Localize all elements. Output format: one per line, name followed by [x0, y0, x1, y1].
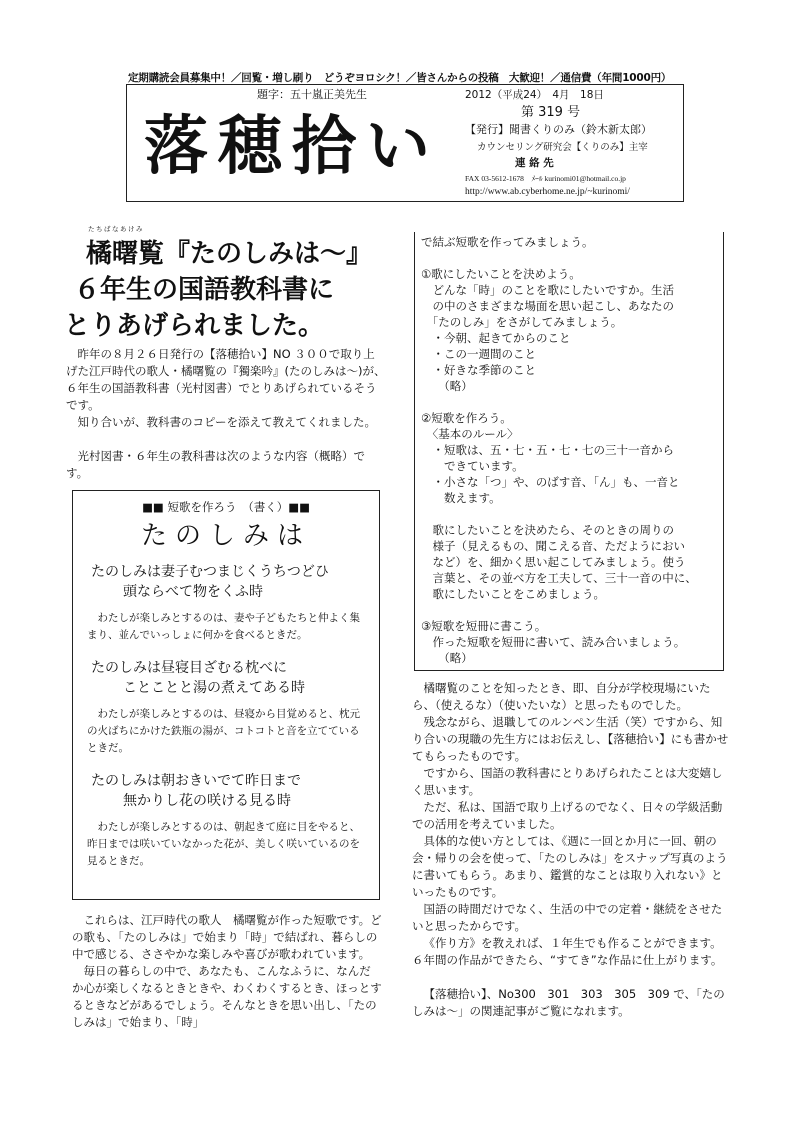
poem-explanation: わたしが楽しみとするのは、朝起きて庭に目をやると、昨日までは咲いていなかった花が、美しく咲いているのを見るときだ。	[87, 821, 360, 867]
box-line: できています。	[421, 459, 524, 473]
fax-email: FAX 03-5612-1678 ﾒｰﾙ kurinomi01@hotmail.co.jp	[465, 174, 626, 183]
box-title: たのしみは	[140, 521, 311, 551]
box-line: など）を、細かく思い起こしてみましょう。使う	[421, 555, 686, 569]
box-line: （略）	[421, 651, 473, 665]
poem	[91, 771, 379, 811]
calligraphy-credit: 題字：五十嵐正美先生	[257, 88, 367, 101]
left-continued-text	[72, 912, 382, 1031]
box-line	[421, 602, 715, 618]
body-paragraph: 国語の時間だけでなく、生活の中での定着・継続をさせたいと思ったからです。	[412, 902, 723, 933]
headline-line-3: とりあげられました。	[64, 311, 325, 341]
box-line: ・好きな季節のこと	[421, 363, 536, 377]
box-line: 作った短歌を短冊に書いて、読み合いましょう。	[421, 635, 686, 649]
box-line: 数えます。	[421, 491, 501, 505]
box-line: （略）	[421, 379, 473, 393]
poem-line: たのしみは朝おきいでて昨日まで	[91, 773, 301, 789]
box-line: 歌にしたいことをこめましょう。	[421, 587, 605, 601]
poem-block	[73, 771, 379, 870]
headline-line-1: 橘曙覧『たのしみは～』	[86, 239, 373, 269]
poem-line: 無かりし花の咲ける見る時	[123, 793, 291, 809]
poem-block	[73, 562, 379, 644]
box-line: ・今朝、起きてからのこと	[421, 331, 571, 345]
box-line: の中のさまざまな場面を思い起こし、あなたの	[421, 299, 674, 313]
poem-line: たのしみは昼寝目ざむる枕べに	[91, 660, 287, 676]
issue-date: 2012（平成24） 4月 18日	[465, 89, 604, 101]
body-paragraph	[412, 969, 730, 986]
body-paragraph: 毎日の暮らしの中で、あなたも、こんなふうに、なんだか心が楽しくなるときときや、わくわくするとき、ほっとするときなどがあるでしょう。そんなときを思い出し、「たのしみは」で始まり、「時」	[72, 964, 382, 1029]
box-line: 〈基本のルール〉	[421, 427, 519, 441]
box-line: どんな「時」のことを歌にしたいですか。生活	[421, 283, 674, 297]
contact-label: 連 絡 先	[515, 157, 554, 169]
headline-ruby: たちばなあけみ	[88, 225, 144, 233]
box-line: 「たのしみ」をさがしてみましょう。	[421, 315, 623, 329]
body-paragraph: これらは、江戸時代の歌人 橘曙覧が作った短歌です。どの歌も、「たのしみは」で始まり「時」で結ばれ、暮らしの中で感じる、ささやかな楽しみや喜びが歌われています。	[72, 913, 382, 961]
box-line: 様子（見えるもの、聞こえる音、ただようにおい	[421, 539, 686, 553]
poem-line: たのしみは妻子むつまじくうちつどひ	[91, 564, 329, 580]
box-line: で結ぶ短歌を作ってみましょう。	[421, 235, 594, 249]
publisher: 【発行】聞書くりのみ（鈴木新太郎）	[465, 123, 652, 136]
poem-block	[73, 658, 379, 757]
website-url: http://www.ab.cyberhome.ne.jp/~kurinomi/	[465, 187, 630, 197]
box-heading: ■■ 短歌を作ろう （書く）■■	[142, 500, 310, 514]
related-articles-note: 【落穂拾い】、No300 301 303 305 309 で、「たのしみは～」の関連記事がご覧になれます。	[412, 987, 725, 1018]
intro-text	[66, 346, 386, 482]
box-line	[421, 250, 715, 266]
body-paragraph: ですから、国語の教科書にとりあげられたことは大変嬉しく思います。	[412, 766, 723, 797]
body-paragraph: 残念ながら、退職してのルンペン生活（笑）ですから、知り合いの現職の先生方にはお伝えし、【落穂拾い】にも書かせてもらったものです。	[412, 715, 729, 763]
poem	[91, 562, 379, 602]
box-line: 歌にしたいことを決めたら、そのときの周りの	[421, 523, 674, 537]
textbook-excerpt-box-continued	[414, 232, 724, 671]
box-line: ・短歌は、五・七・五・七・七の三十一音から	[421, 443, 674, 457]
textbook-excerpt-box	[72, 490, 380, 900]
box-line: ②短歌を作ろう。	[421, 411, 512, 425]
right-box-lines	[415, 232, 723, 666]
body-paragraph: ただ、私は、国語で取り上げるのでなく、日々の学級活動での活用を考えていました。	[412, 800, 723, 831]
masthead-title-area	[127, 85, 457, 201]
poem-line: ことことと湯の煮えてある時	[123, 680, 305, 696]
masthead-info	[461, 85, 683, 201]
subscription-banner: 定期購読会員募集中！／回覧・増し刷り どうぞヨロシク！／皆さんからの投稿 大歓迎！／通信費（年間1000円）	[128, 72, 672, 84]
box-line: ・小さな「つ」や、のばす音、「ん」も、一音と	[421, 475, 680, 489]
poem-explanation: わたしが楽しみとするのは、昼寝から目覚めると、枕元の火ばちにかけた鉄瓶の湯が、コトコトと音を立てているときだ。	[87, 708, 360, 754]
intro-paragraph: 昨年の８月２６日発行の【落穂拾い】NO ３００で取り上げた江戸時代の歌人・橘曙覧の『獨楽吟』(たのしみは～)が、６年生の国語教科書（光村図書）でとりあげられているそうです。	[66, 347, 386, 412]
poem	[91, 658, 379, 698]
intro-paragraph: 光村図書・６年生の教科書は次のような内容（概略）です。	[66, 449, 365, 480]
newsletter-title: 落穂拾い	[144, 109, 440, 184]
poem-line: 頭ならべて物をくふ時	[123, 584, 263, 600]
commentary-text	[412, 680, 730, 1020]
box-line: ・この一週間のこと	[421, 347, 536, 361]
box-line: ①歌にしたいことを決めよう。	[421, 267, 581, 281]
masthead	[126, 84, 684, 202]
intro-paragraph: 知り合いが、教科書のコピーを添えて教えてくれました。	[77, 415, 377, 429]
box-line: ③短歌を短冊に書こう。	[421, 619, 547, 633]
body-paragraph: 具体的な使い方としては、《週に一回とか月に一回、朝の会・帰りの会を使って、「たのしみは」をスナップ写真のように書いてもらう。あまり、鑑賞的なことは取り入れない》といったものです。	[412, 834, 728, 899]
body-paragraph: 橘曙覧のことを知ったとき、即、自分が学校現場にいたら、（使えるな）（使いたいな）と思ったものでした。	[412, 681, 711, 712]
poem-explanation: わたしが楽しみとするのは、妻や子どもたちと仲よく集まり、並んでいっしょに何かを食べるときだ。	[87, 612, 360, 641]
body-paragraph: 《作り方》を教えれば、１年生でも作ることができます。６年間の作品ができたら、“すてき”な作品に仕上がります。	[412, 936, 723, 967]
headline	[64, 236, 394, 344]
box-line: 言葉と、その並べ方を工夫して、三十一音の中に、	[421, 571, 697, 585]
headline-line-2: ６年生の国語教科書に	[74, 275, 335, 305]
issue-number: 第 319 号	[521, 105, 581, 120]
box-line	[421, 506, 715, 522]
organization: カウンセリング研究会【くりのみ】主宰	[477, 142, 648, 153]
box-line	[421, 394, 715, 410]
